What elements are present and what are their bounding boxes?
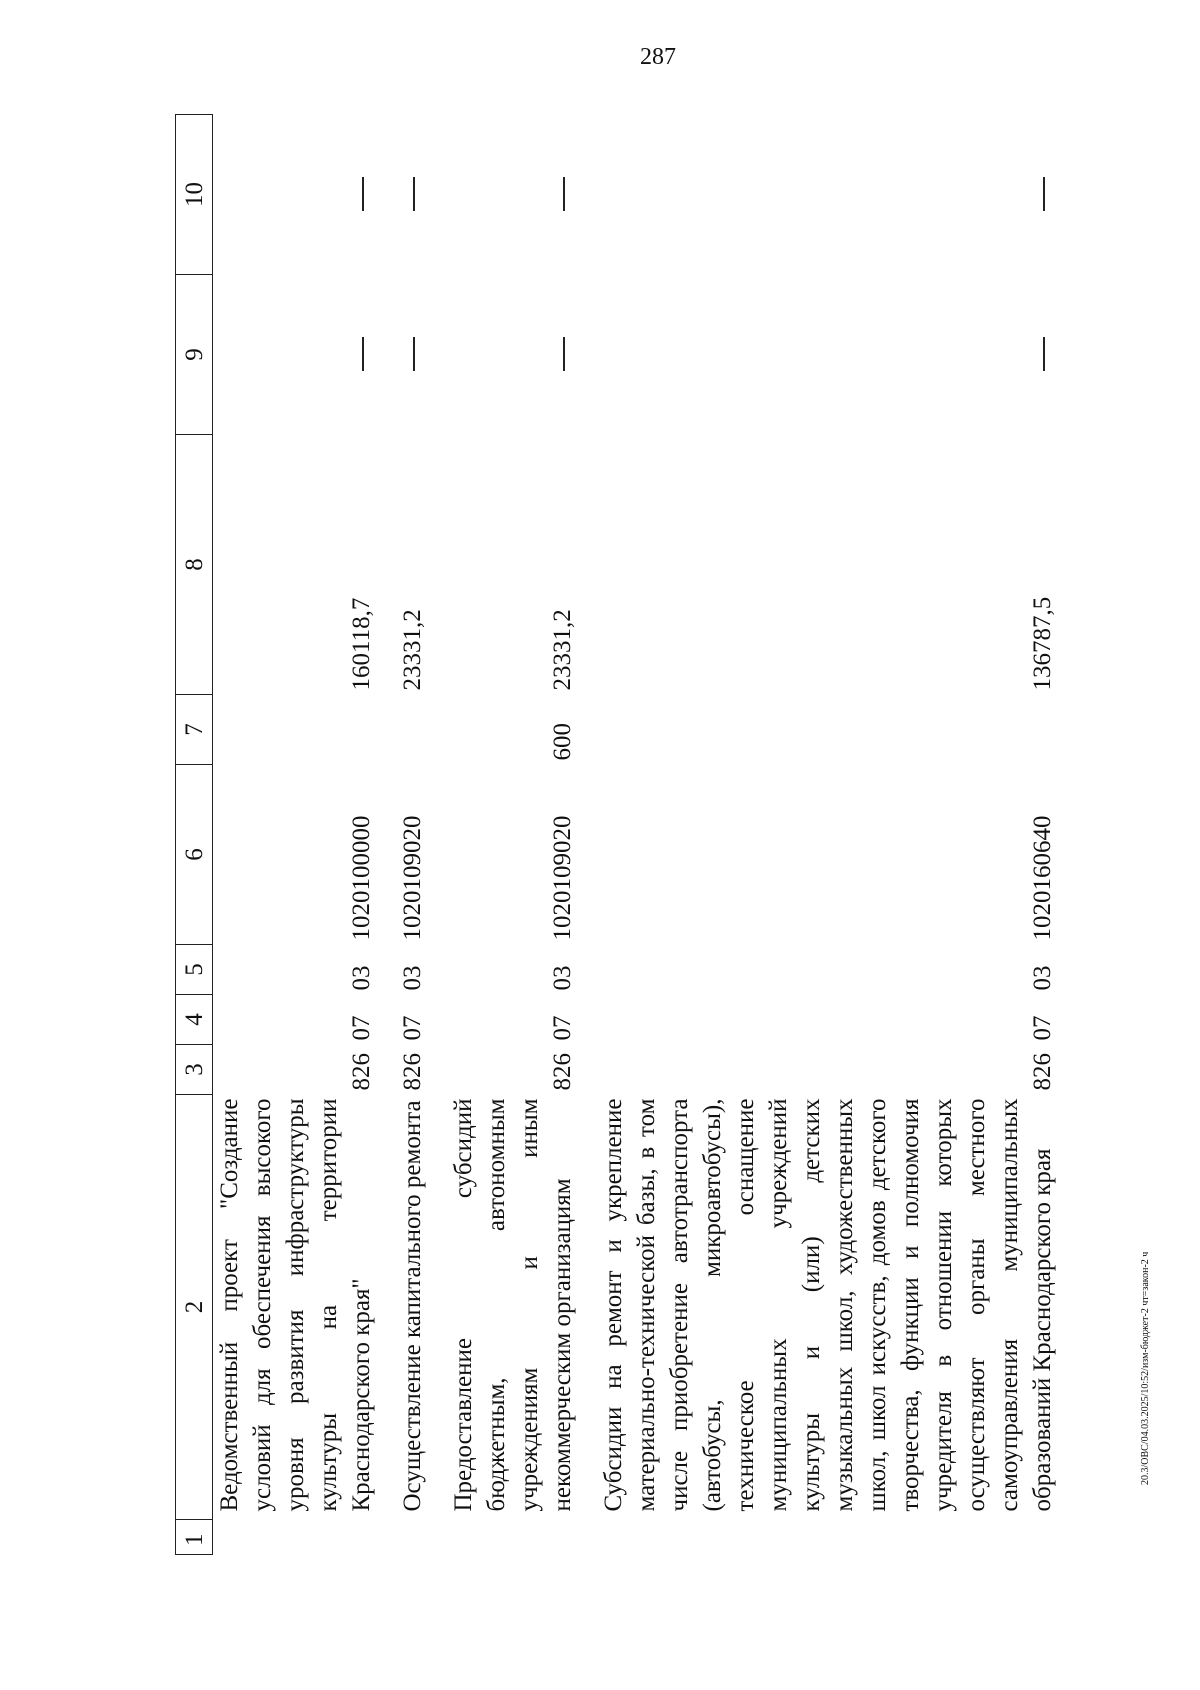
row-spacer	[378, 115, 396, 1555]
cell-code-5: 03	[1029, 965, 1056, 991]
header-col-9: 9	[176, 275, 213, 435]
dash-mark	[413, 178, 415, 212]
dash-mark	[563, 338, 565, 372]
cell-amount-8: 160118,7	[348, 597, 375, 691]
cell-code-4: 07	[1029, 1015, 1056, 1041]
row-description: Предоставление субсидий бюджетным, автономным учреждениям и иным некоммерческим организациям	[450, 1098, 576, 1512]
cell-code-7	[597, 695, 1059, 765]
cell-col-10-dash	[597, 115, 1059, 275]
table-row	[447, 115, 579, 1555]
row-description: Осуществление капитального ремонта	[399, 1100, 426, 1512]
header-col-7: 7	[176, 695, 213, 765]
cell-col-9-dash	[447, 275, 579, 435]
cell-col-10-dash	[396, 115, 429, 275]
document-footer-code: 20.3/ОВС/04.03.2025/10:52/изм-бюджет-2 чт=закон-2 ч	[1140, 1251, 1151, 1485]
cell-col-9-dash	[213, 275, 379, 435]
table-row	[597, 115, 1059, 1555]
cell-code-7	[213, 695, 379, 765]
cell-code-5: 03	[399, 965, 426, 991]
cell-code-7	[396, 695, 429, 765]
cell-amount-8: 23331,2	[549, 609, 576, 691]
dash-mark	[362, 338, 364, 372]
cell-col-9-dash	[597, 275, 1059, 435]
table-header-row	[176, 115, 213, 1555]
dash-mark	[1043, 338, 1045, 372]
cell-code-4: 07	[348, 1015, 375, 1041]
row-index-cell	[447, 1520, 579, 1555]
table-row	[396, 115, 429, 1555]
cell-code-3: 826	[549, 1053, 576, 1091]
header-col-5: 5	[176, 945, 213, 995]
row-spacer	[579, 115, 597, 1555]
row-description: Субсидии на ремонт и укрепление материально-технической базы, в том числе приобретение автотранспорта (автобусы, микроавтобусы), техническое оснащение муниципальных учреждений культуры и (или) детских музыкальных школ, художественных школ, школ искусств, домов детского творчества, функции и полномочия учредителя в отношении которых осуществляют органы местного самоуправления муниципальных образований Краснодарского края	[600, 1098, 1056, 1512]
row-index-cell	[597, 1520, 1059, 1555]
rotated-table-container	[175, 115, 1065, 1555]
cell-col-9-dash	[396, 275, 429, 435]
cell-code-6: 1020160640	[1029, 815, 1056, 941]
cell-code-5: 03	[348, 965, 375, 991]
row-index-cell	[213, 1520, 379, 1555]
cell-code-3: 826	[348, 1053, 375, 1091]
dash-mark	[563, 178, 565, 212]
dash-mark	[1043, 178, 1045, 212]
header-col-1: 1	[176, 1520, 213, 1555]
page-number: 287	[640, 44, 676, 70]
table-row	[213, 115, 379, 1555]
header-col-2: 2	[176, 1095, 213, 1520]
cell-code-6: 1020109020	[399, 815, 426, 941]
header-col-8: 8	[176, 435, 213, 695]
cell-code-4: 07	[549, 1015, 576, 1041]
budget-table	[175, 114, 1059, 1555]
cell-code-7: 600	[549, 723, 576, 761]
row-description: Ведомственный проект "Создание условий для обеспечения высокого уровня развития инфраструктуры культуры на территории Краснодарского края"	[216, 1098, 375, 1512]
header-col-6: 6	[176, 765, 213, 945]
cell-col-10-dash	[213, 115, 379, 275]
cell-amount-8: 23331,2	[399, 609, 426, 691]
header-col-3: 3	[176, 1045, 213, 1095]
dash-mark	[413, 338, 415, 372]
header-col-10: 10	[176, 115, 213, 275]
cell-code-3: 826	[1029, 1053, 1056, 1091]
cell-code-3: 826	[399, 1053, 426, 1091]
cell-code-4: 07	[399, 1015, 426, 1041]
row-index-cell	[396, 1520, 429, 1555]
dash-mark	[362, 178, 364, 212]
cell-code-5: 03	[549, 965, 576, 991]
cell-col-10-dash	[447, 115, 579, 275]
header-col-4: 4	[176, 995, 213, 1045]
row-spacer	[429, 115, 447, 1555]
cell-code-6: 1020109020	[549, 815, 576, 941]
cell-code-6: 1020100000	[348, 815, 375, 941]
cell-amount-8: 136787,5	[1029, 596, 1056, 691]
